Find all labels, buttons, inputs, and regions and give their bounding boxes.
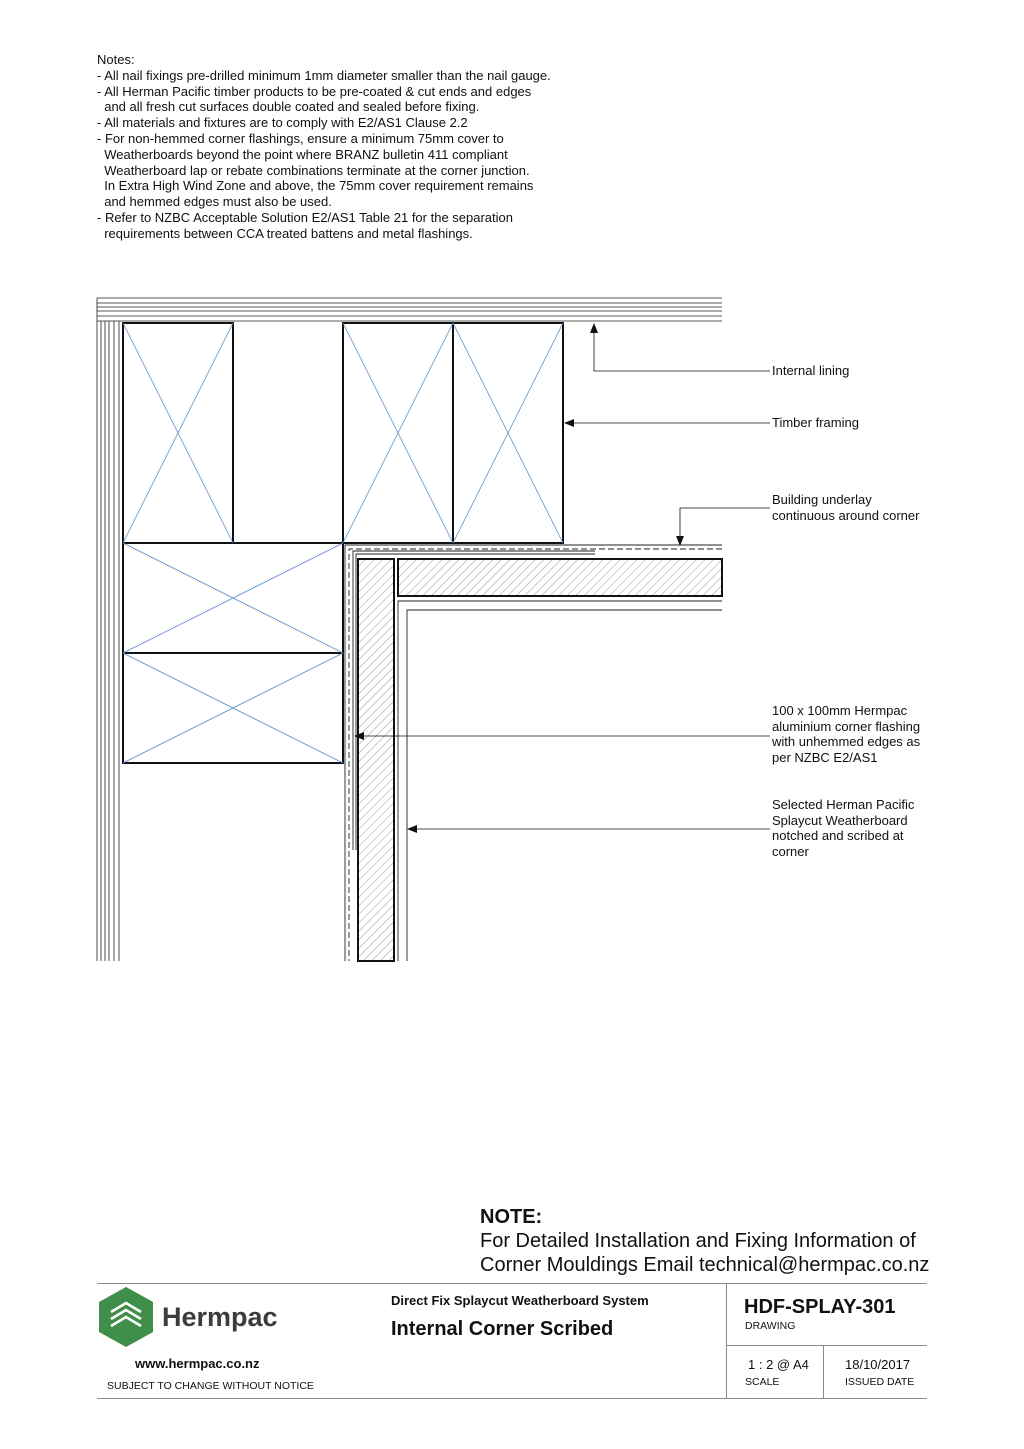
scale-label: SCALE [745,1376,780,1388]
callout-line: aluminium corner flashing [772,718,921,734]
label-weatherboard [772,797,914,859]
callout-line: with unhemmed edges as [772,734,921,750]
weatherboard-horizontal [398,559,722,596]
drawing-number: HDF-SPLAY-301 [744,1296,896,1318]
callout-line: Selected Herman Pacific [772,797,915,812]
drawing-label: DRAWING [745,1320,796,1332]
issued-date: 18/10/2017 [845,1357,911,1372]
installation-note [480,1205,929,1277]
note-line: - For non-hemmed corner flashings, ensure a minimum 75mm cover to [97,130,504,146]
internal-lining-left [97,321,119,961]
note-line: requirements between CCA treated battens and metal flashings. [97,225,473,241]
weatherboard-thin-lines [398,601,722,961]
titleblock-divider [726,1283,727,1399]
note-line: and hemmed edges must also be used. [97,194,332,210]
note-text-line: Corner Mouldings Email technical@hermpac.co.nz [480,1254,930,1276]
internal-lining-top [97,298,722,321]
note-line: - Refer to NZBC Acceptable Solution E2/AS1 Table 21 for the separation [97,209,513,225]
note-line: Weatherboard lap or rebate combinations terminate at the corner junction. [97,162,530,178]
titleblock-divider [726,1345,927,1346]
disclaimer: SUBJECT TO CHANGE WITHOUT NOTICE [107,1380,314,1392]
label-building-underlay [772,492,919,523]
callout-line: Internal lining [772,363,850,378]
weatherboard-vertical [358,559,394,961]
building-underlay [345,545,722,961]
hermpac-logo-icon [98,1286,154,1348]
note-heading: NOTE: [480,1206,543,1228]
website-url[interactable]: www.hermpac.co.nz [135,1356,260,1371]
callout-line: Splaycut Weatherboard [772,812,908,828]
note-line: In Extra High Wind Zone and above, the 75mm cover requirement remains [97,178,534,194]
drawing-title: Internal Corner Scribed [391,1318,614,1340]
hermpac-logo [98,1286,154,1353]
note-text-line: For Detailed Installation and Fixing Information of [480,1230,916,1252]
callout-line: notched and scribed at [772,828,904,844]
scale-value: 1 : 2 @ A4 [748,1357,809,1372]
issued-date-label: ISSUED DATE [845,1376,915,1388]
note-line: Weatherboards beyond the point where BRANZ bulletin 411 compliant [97,146,508,162]
note-line: - All materials and fixtures are to comply with E2/AS1 Clause 2.2 [97,115,468,131]
note-line: - All nail fixings pre-drilled minimum 1mm diameter smaller than the nail gauge. [97,67,551,83]
label-timber-framing [772,415,859,431]
label-corner-flashing [772,703,920,765]
system-name: Direct Fix Splaycut Weatherboard System [391,1293,649,1308]
titleblock-divider [823,1345,824,1399]
brand-name: Hermpac [162,1302,278,1332]
callout-line: corner [772,843,809,859]
titleblock-top-border [97,1283,927,1284]
callout-line: continuous around corner [772,507,920,523]
callout-line: Timber framing [772,415,859,430]
notes-heading: Notes: [97,52,135,67]
callout-line: 100 x 100mm Hermpac [772,703,908,718]
callout-line: per NZBC E2/AS1 [772,749,878,765]
label-internal-lining [772,363,849,379]
callout-line: Building underlay [772,492,872,507]
note-line: - All Herman Pacific timber products to be pre-coated & cut ends and edges [97,83,532,99]
note-line: and all fresh cut surfaces double coated and sealed before fixing. [97,99,480,115]
titleblock-bottom-border [97,1398,927,1399]
